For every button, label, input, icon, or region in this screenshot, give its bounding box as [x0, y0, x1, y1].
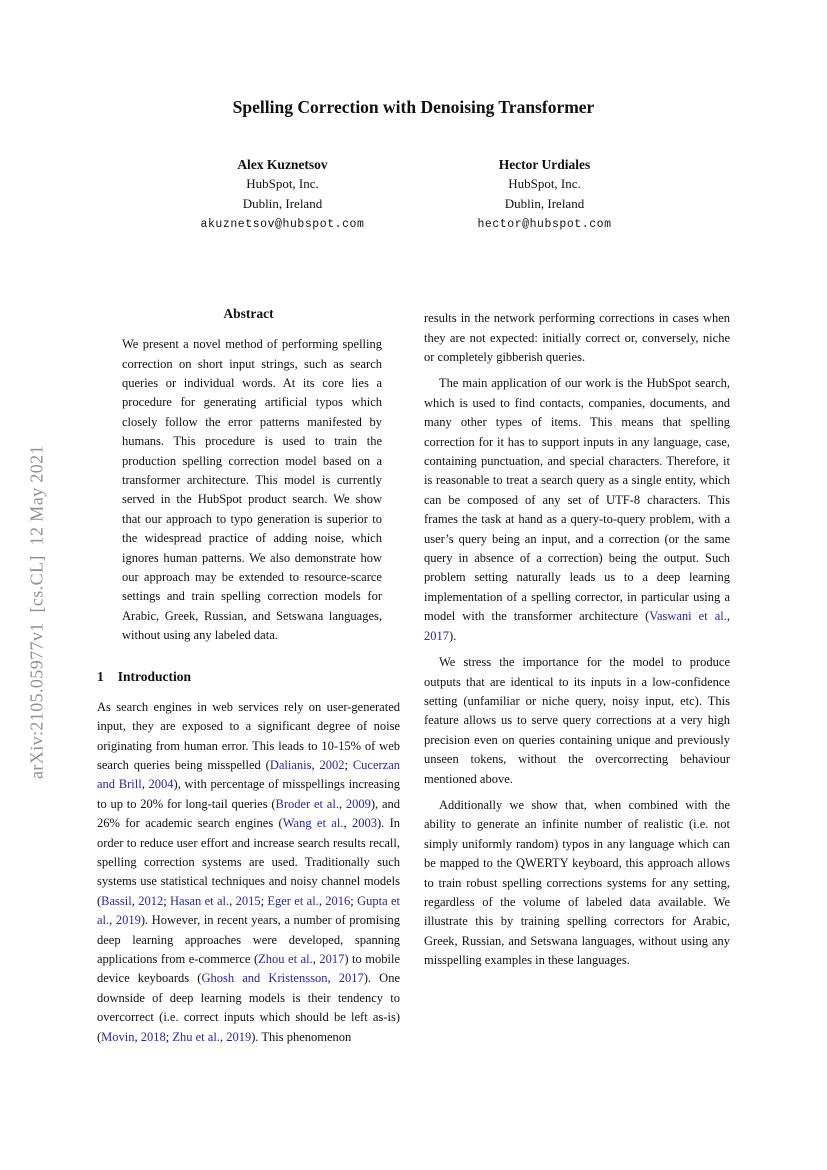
- citation-link[interactable]: 2003: [351, 816, 377, 831]
- authors-block: [0, 155, 827, 234]
- text-segment: ,: [343, 816, 352, 831]
- abstract-heading: Abstract: [223, 306, 274, 322]
- text-segment: ,: [311, 757, 320, 772]
- citation-link[interactable]: Dalianis: [269, 757, 312, 772]
- paragraph: [424, 309, 730, 367]
- text-segment: ,: [318, 893, 326, 908]
- paragraph: [424, 653, 730, 789]
- text-segment: ,: [134, 1029, 141, 1044]
- right-column: [424, 306, 730, 1047]
- citation-link[interactable]: 2019: [115, 913, 141, 928]
- author-email: akuznetsov@hubspot.com: [200, 217, 365, 231]
- text-segment: ,: [338, 796, 346, 811]
- citation-link[interactable]: 2017: [319, 951, 345, 966]
- section-number: 1: [97, 668, 104, 684]
- citation-link[interactable]: 2016: [325, 893, 351, 908]
- text-segment: ,: [219, 1029, 227, 1044]
- citation-link[interactable]: Hasan et al.: [170, 893, 230, 908]
- text-segment: ) to mobile device keyboards (: [97, 951, 400, 986]
- introduction-left-column-text: [97, 698, 400, 1047]
- text-segment: ). In order to reduce user effort and increase search results recall, spelling correction systems are used. Traditionally such systems use statistical techniques and noisy channel models (: [97, 816, 401, 908]
- text-segment: Additionally we show that, when combined with the ability to generate an infinite number of realistic (i.e. not simply uniformly random) typos in any language which can be mapped to the QWERTY keyboard, this approach allows to train robust spelling corrections systems for any setting, regardless of the volume of labeled data available. We illustrate this by training spelling correctors for Arabic, Greek, Russian, and Setswana languages, without using any misspelling examples in these languages.: [424, 797, 730, 968]
- text-segment: ,: [109, 913, 116, 928]
- citation-link[interactable]: Broder et al.: [275, 796, 339, 811]
- left-column: [97, 306, 400, 1047]
- introduction-right-column-text: [424, 309, 730, 970]
- text-segment: The main application of our work is the HubSpot search, which is used to find contacts, companies, documents, and many other types of items. This means that spelling correction for it has to support inputs in any language, case, containing punctuation, and special characters. Therefore, it is reasonable to treat a search query as a single entity, which can be composed of any set of UTF-8 characters. This frames the task at hand as a query-to-query problem, with a user’s query being an input, and a correction (or the same query in absence of a correction) being the output. Such problem setting naturally leads us to a deep learning implementation of a spelling corrector, in particular using a model with the transformer architecture (: [424, 376, 730, 624]
- citation-link[interactable]: Zhu et al.: [172, 1029, 220, 1044]
- citation-link[interactable]: Gupta et al.: [97, 893, 400, 928]
- citation-link[interactable]: 2017: [424, 628, 449, 643]
- text-segment: ). However, in recent years, a number of promising deep learning approaches were developed, spanning applications from e-commerce (: [97, 913, 400, 966]
- citation-link[interactable]: 2015: [235, 893, 261, 908]
- author-affiliation: HubSpot, Inc.: [246, 176, 319, 192]
- text-segment: ;: [163, 893, 171, 908]
- citation-link[interactable]: 2004: [148, 777, 174, 792]
- citation-link[interactable]: Ghosh and Kristensson: [201, 971, 328, 986]
- text-segment: ,: [141, 777, 149, 792]
- paragraph: [97, 698, 400, 1047]
- author-location: Dublin, Ireland: [504, 195, 585, 211]
- text-segment: ). This phenomenon: [251, 1029, 352, 1044]
- text-segment: ;: [260, 893, 268, 908]
- author-name: Alex Kuznetsov: [237, 157, 328, 172]
- citation-link[interactable]: Wang et al.: [282, 816, 344, 831]
- author-block-1: [200, 155, 366, 234]
- text-segment: ;: [165, 1029, 173, 1044]
- text-segment: results in the network performing corrections in cases when they are not expected: initially correct or, conversely, niche or completely gibberish queries.: [424, 311, 730, 364]
- text-segment: ;: [350, 893, 358, 908]
- text-segment: ). One downside of deep learning models is their tendency to overcorrect (i.e. correct inputs which should be left as-is) (: [97, 971, 401, 1044]
- section-heading-introduction: [97, 669, 400, 685]
- citation-link[interactable]: 2019: [226, 1029, 252, 1044]
- author-name: Hector Urdiales: [498, 157, 591, 172]
- abstract-text: We present a novel method of performing spelling correction on short input strings, such as search queries or individual words. At its core lies a procedure for generating artificial typos which closely follow the error patterns manifested by humans. This procedure is used to train the production spelling correction model based on a transformer architecture. This model is currently served in the HubSpot product search. We show that our approach to typo generation is superior to the widespread practice of adding noise, which ignores human patterns. We also demonstrate how our approach may be extended to resource-scarce settings and train spelling correction models for Arabic, Greek, Russian, and Setswana languages, without using any labeled data.: [122, 337, 382, 643]
- citation-link[interactable]: Zhou et al.: [258, 951, 313, 966]
- paragraph: [424, 796, 730, 971]
- citation-link[interactable]: 2017: [338, 971, 364, 986]
- text-segment: ;: [344, 757, 353, 772]
- citation-link[interactable]: Eger et al.: [267, 893, 319, 908]
- author-email: hector@hubspot.com: [477, 217, 612, 231]
- text-segment: ), with percentage of misspellings increasing to up to 20% for long-tail queries (: [97, 777, 401, 811]
- text-segment: As search engines in web services rely on user-generated input, they are exposed to a significant degree of noise originating from human error. This leads to 10-15% of web search queries being misspelled (: [97, 699, 400, 772]
- text-segment: ,: [726, 609, 730, 624]
- citation-link[interactable]: Bassil: [101, 893, 132, 908]
- text-segment: ,: [312, 951, 320, 966]
- citation-link[interactable]: 2012: [138, 893, 164, 908]
- text-segment: ,: [229, 893, 236, 908]
- paragraph: [424, 374, 730, 646]
- citation-link[interactable]: Cucerzan and Brill: [97, 757, 401, 792]
- text-segment: ,: [327, 971, 339, 986]
- author-block-2: [462, 155, 628, 234]
- citation-link[interactable]: Vaswani et al.: [649, 609, 727, 624]
- text-segment: ).: [449, 628, 457, 643]
- section-title: Introduction: [117, 668, 192, 684]
- citation-link[interactable]: Movin: [101, 1029, 135, 1044]
- author-affiliation: HubSpot, Inc.: [508, 176, 581, 192]
- citation-link[interactable]: 2018: [140, 1029, 166, 1044]
- paper-title: Spelling Correction with Denoising Transformer: [232, 97, 595, 117]
- two-column-body: [0, 306, 827, 1047]
- text-segment: ,: [131, 893, 139, 908]
- author-location: Dublin, Ireland: [242, 195, 323, 211]
- citation-link[interactable]: 2002: [319, 757, 345, 772]
- text-segment: We stress the importance for the model to produce outputs that are identical to its inputs in a low-confidence setting (unfamiliar or niche query, noisy input, etc). This feature allows us to serve query corrections at a very high precision even on queries containing unique and previously unseen tokens, without the overcorrecting behaviour mentioned above.: [424, 655, 730, 786]
- citation-link[interactable]: 2009: [345, 796, 371, 811]
- arxiv-watermark: arXiv:2105.05977v1 [cs.CL] 12 May 2021: [26, 445, 47, 779]
- text-segment: ), and 26% for academic search engines (: [97, 796, 400, 831]
